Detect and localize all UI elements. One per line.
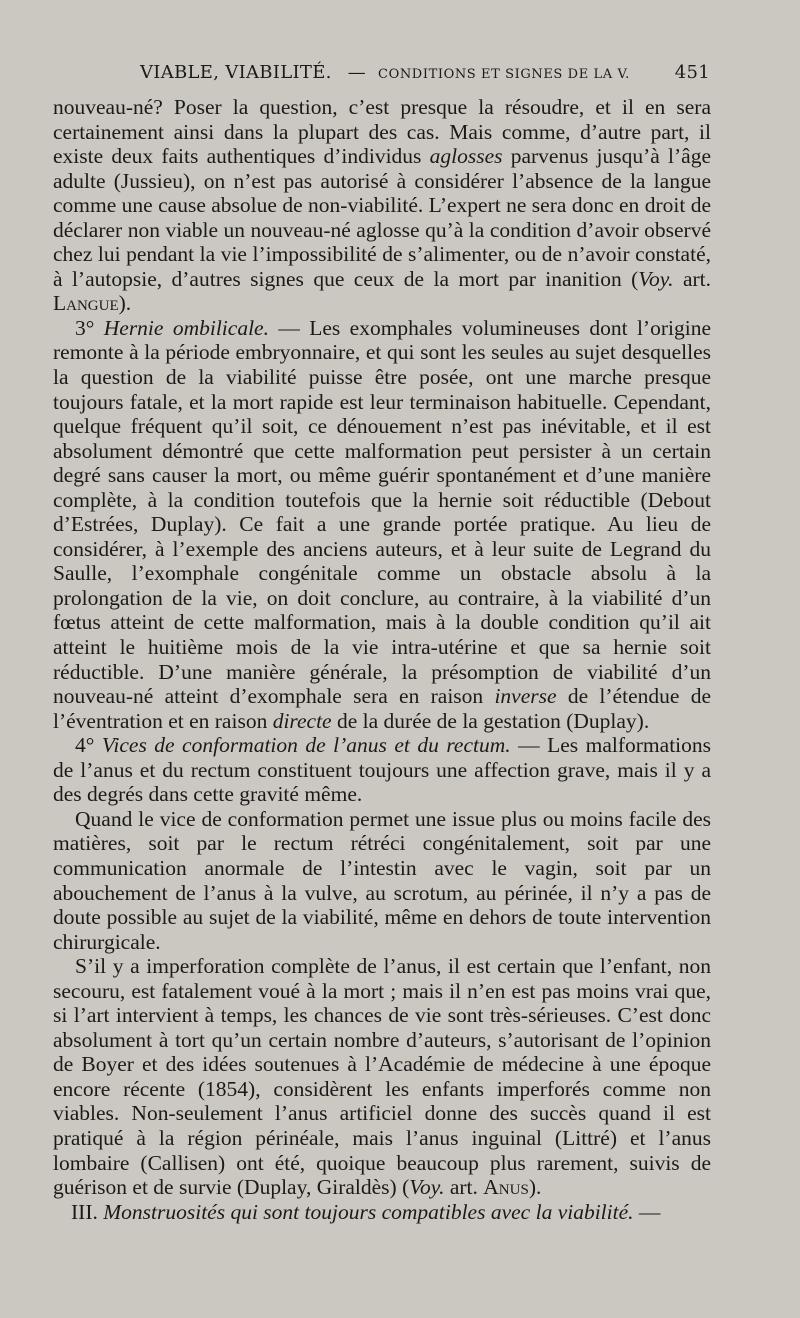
text-run: Quand le vice de conformation permet une issue plus ou moins facile des matières, soit par le rectum rétréci congénitalement, soit par une communication anormale de l’intestin avec le vagin, soit par un abouchement de l’anus à la vulve, au scrotum, au périnée, il n’y a pas de doute possible au sujet de la viabilité, même en dehors de toute intervention chirurgicale. — [53, 806, 711, 954]
italic-term: Voy. — [409, 1175, 445, 1200]
paragraph-aglossia — [53, 95, 711, 316]
paragraph-imperforation — [53, 954, 711, 1199]
header-dash: — — [347, 62, 366, 83]
text-run: — Les exomphales volumineuses dont l’origine remonte à la période embryonnaire, et qui sont les seules au sujet desquelles la question de la viabilité puisse être posée, ont une marche presque toujours fatale, et la mort rapide est leur terminaison habituelle. Cependant, quelque fréquent qu’il soit, ce dénouement n’est pas inévitable, et il est absolument démontré que cette malformation peut persister à un certain degré sans causer la mort, ou même guérir spontanément et d’une manière complète, à la condition toutefois que la hernie soit réductible (Debout d’Estrées, Duplay). Ce fait a une grande portée pratique. Au lieu de considérer, à l’exemple des anciens auteurs, et à leur suite de Legrand du Saulle, l’exomphale congénitale comme un obstacle absolu à la prolongation de la vie, on doit conclure, au contraire, à la viabilité d’un fœtus atteint de cette malformation, mais à la double condition qu’il ait atteint le huitième mois de la vie intra-utérine et que sa hernie soit réductible. D’une manière générale, la présomption de viabilité d’un nouveau-né atteint d’exomphale sera en raison — [53, 315, 711, 709]
text-run: — Les malformations de l’anus et du rectum constituent toujours une affection grave, mais il y a des degrés dans cette gravité même. — [53, 733, 712, 807]
header-section: CONDITIONS ET SIGNES DE LA V. — [378, 67, 630, 82]
cross-reference: Anus — [483, 1175, 529, 1200]
page-number: 451 — [674, 62, 710, 83]
section-number: 3° — [75, 315, 95, 340]
body-text — [53, 95, 711, 1224]
running-header — [140, 62, 710, 83]
running-title — [140, 62, 630, 83]
paragraph-hernie-ombilicale — [53, 316, 711, 733]
text-run: nouveau-né? Poser la question, c’est presque la résoudre, et il en sera certainement ainsi dans la plupart des cas. Mais comme, d’autre part, il existe deux faits authentiques d’individus — [53, 95, 711, 169]
section-number: 4° — [75, 733, 95, 758]
italic-term: aglosses — [429, 144, 503, 169]
text-run: art. — [444, 1175, 484, 1200]
section-heading: Hernie ombilicale. — [103, 315, 269, 340]
section-heading: Vices de conformation de l’anus et du rectum. — [101, 733, 511, 758]
cross-reference: Langue — [53, 291, 119, 316]
text-run: de la durée de la gestation (Duplay). — [331, 708, 650, 733]
text-run: ). — [528, 1175, 542, 1200]
text-run: parvenus jusqu’à l’âge adulte (Jussieu), on n’est pas autorisé à considérer l’absence de la langue comme une cause absolue de non-viabilité. L’expert ne sera donc en droit de déclarer non viable un nouveau-né aglosse qu’à la condition d’avoir observé chez lui pendant la vie l’impossibilité de s’alimenter, ou de n’avoir constaté, à l’autopsie, d’autres signes que ceux de la mort par inanition ( — [53, 144, 712, 291]
header-title: VIABLE, VIABILITÉ. — [140, 62, 332, 83]
text-run: S’il y a imperforation complète de l’anus, il est certain que l’enfant, non secouru, est fatalement voué à la mort ; mais il n’en est pas moins vrai que, si l’art intervient à temps, les chances de vie sont très-sérieuses. C’est donc absolument à tort qu’un certain nombre d’auteurs, s’autorisant de l’opinion de Boyer et des idées soutenues à l’Académie de médecine à une époque encore récente (1854), considèrent les enfants imperforés comme non viables. Non-seulement l’anus artificiel donne des succès quand il est pratiqué à la région périnéale, mais l’anus inguinal (Littré) et l’anus lombaire (Callisen) ont été, quoique beaucoup plus rarement, suivis de guérison et de survie (Duplay, Giraldès) ( — [53, 954, 711, 1200]
text-run: de l’étendue de l’éventration et en raison — [53, 684, 711, 733]
text-run: — — [633, 1199, 661, 1224]
paragraph-monstruosites — [53, 1200, 711, 1225]
paragraph-vices-anus — [53, 733, 711, 807]
paragraph-issue-matieres — [53, 807, 711, 954]
section-number: III. — [71, 1199, 98, 1224]
section-heading: Monstruosités qui sont toujours compatibles avec la viabilité. — [103, 1199, 634, 1224]
italic-term: directe — [272, 708, 332, 733]
text-run: art. — [673, 266, 711, 291]
text-run: ). — [118, 291, 132, 316]
italic-term: inverse — [494, 684, 557, 709]
italic-term: Voy. — [638, 266, 674, 291]
